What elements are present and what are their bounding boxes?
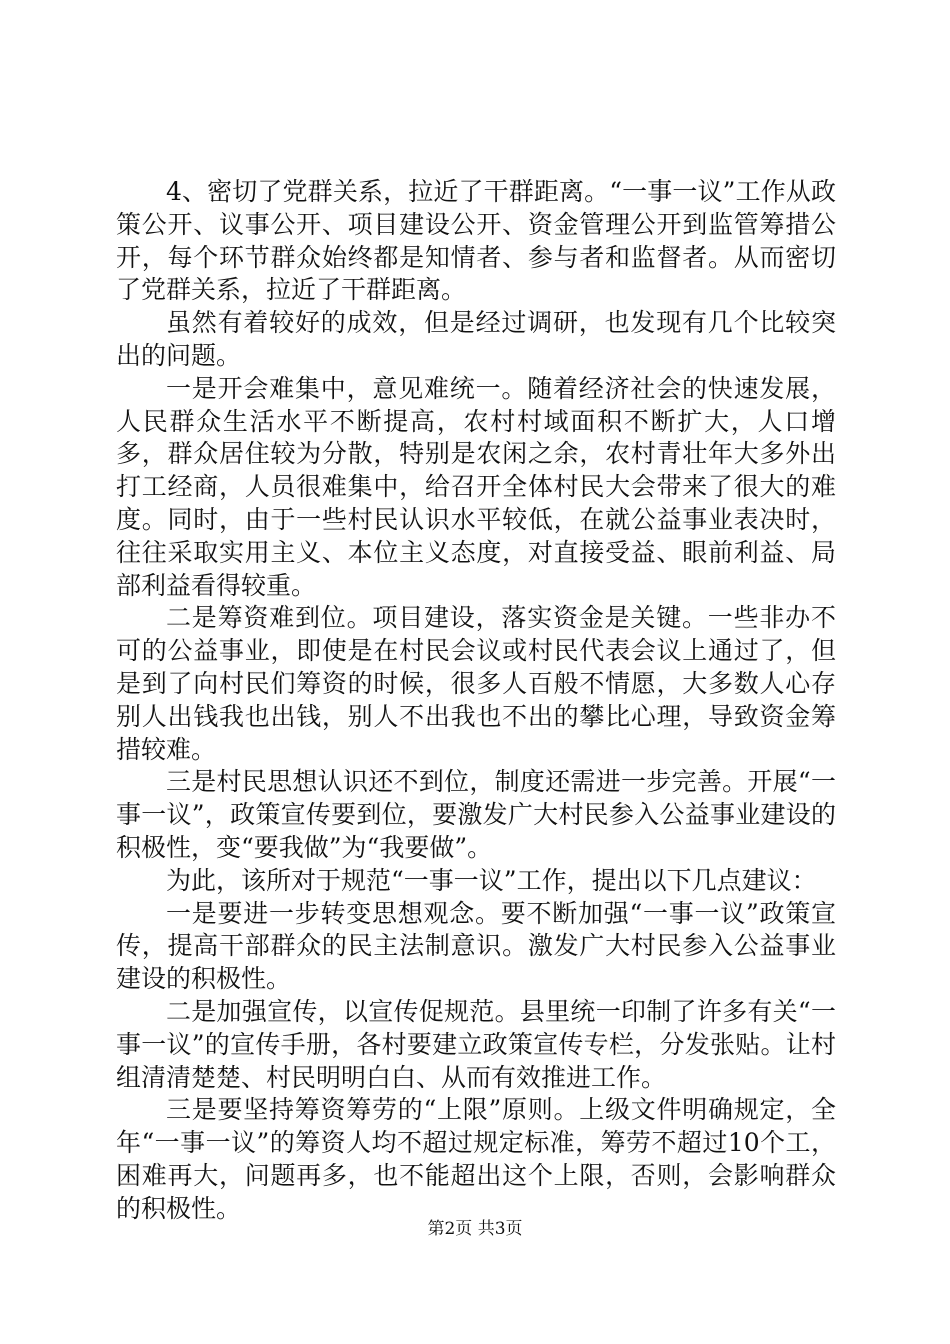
paragraph-1: 4、密切了党群关系，拉近了干群距离。“一事一议”工作从政策公开、议事公开、项目建设公开、资金管理公开到监管筹措公开，每个环节群众始终都是知情者、参与者和监督者。从而密切了党群关系，拉近了干群距离。 bbox=[116, 177, 836, 305]
paragraph-5: 三是村民思想认识还不到位，制度还需进一步完善。开展“一事一议”，政策宣传要到位，要激发广大村民参入公益事业建设的积极性，变“要我做”为“我要做”。 bbox=[116, 767, 836, 862]
paragraph-7: 一是要进一步转变思想观念。要不断加强“一事一议”政策宣传，提高干部群众的民主法制意识。激发广大村民参入公益事业建设的积极性。 bbox=[116, 898, 836, 994]
paragraph-2: 虽然有着较好的成效，但是经过调研，也发现有几个比较突出的问题。 bbox=[116, 308, 836, 370]
paragraph-6: 为此，该所对于规范“一事一议”工作，提出以下几点建议： bbox=[166, 865, 817, 895]
paragraph-3: 一是开会难集中，意见难统一。随着经济社会的快速发展，人民群众生活水平不断提高，农村村域面积不断扩大，人口增多，群众居住较为分散，特别是农闲之余，农村青壮年大多外出打工经商，人员很难集中，给召开全体村民大会带来了很大的难度。同时，由于一些村民认识水平较低，在就公益事业表决时，往往采取实用主义、本位主义态度，对直接受益、眼前利益、局部利益看得较重。 bbox=[116, 373, 836, 600]
page-number-footer: 第2页 共3页 bbox=[427, 1219, 523, 1239]
paragraph-8: 二是加强宣传，以宣传促规范。县里统一印制了许多有关“一事一议”的宣传手册，各村要建立政策宣传专栏，分发张贴。让村组清清楚楚、村民明明白白、从而有效推进工作。 bbox=[116, 996, 836, 1092]
paragraph-4: 二是筹资难到位。项目建设，落实资金是关键。一些非办不可的公益事业，即使是在村民会议或村民代表会议上通过了，但是到了向村民们筹资的时候，很多人百般不情愿，大多数人心存别人出钱我也出钱，别人不出我也不出的攀比心理，导致资金筹措较难。 bbox=[116, 603, 836, 764]
paragraph-9: 三是要坚持筹资筹劳的“上限”原则。上级文件明确规定，全年“一事一议”的筹资人均不超过规定标准，筹劳不超过10个工，困难再大，问题再多，也不能超出这个上限，否则，会影响群众的积极性。 bbox=[116, 1095, 836, 1223]
document-body bbox=[116, 176, 836, 1226]
